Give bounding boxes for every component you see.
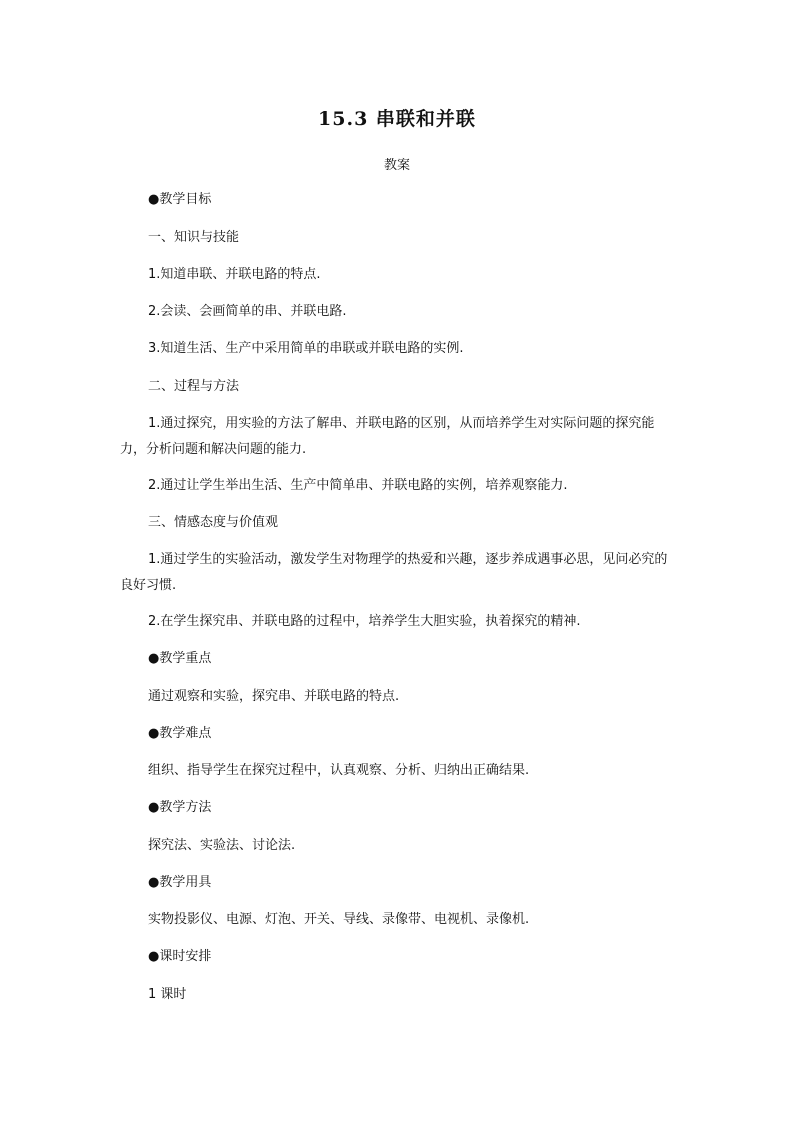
process-item-1-text: 1.通过探究，用实验的方法了解串、并联电路的区别，从而培养学生对实际问题的探究能力，分析问题和解决问题的能力. [120, 416, 655, 457]
knowledge-item-1: 1.知道串联、并联电路的特点. [148, 267, 321, 282]
methods-text: 探究法、实验法、讨论法. [148, 838, 296, 853]
knowledge-item-2: 2.会读、会画简单的串、并联电路. [148, 304, 347, 319]
document-subtitle: 教案 [383, 158, 410, 173]
tools-text: 实物投影仪、电源、灯泡、开关、导线、录像带、电视机、录像机. [148, 912, 530, 927]
process-item-2: 2.通过让学生举出生活、生产中简单串、并联电路的实例，培养观察能力. [148, 478, 568, 493]
difficulties-text: 组织、指导学生在探究过程中，认真观察、分析、归纳出正确结果. [148, 763, 530, 778]
document-title: 15.3 串联和并联 [318, 108, 476, 130]
heading-key-points: ●教学重点 [148, 651, 212, 666]
section-process-method: 二、过程与方法 [148, 379, 240, 394]
heading-objectives: ●教学目标 [148, 192, 212, 207]
attitude-item-2: 2.在学生探究串、并联电路的过程中，培养学生大胆实验，执着探究的精神. [148, 614, 581, 629]
section-knowledge-skills: 一、知识与技能 [148, 230, 240, 245]
knowledge-item-3: 3.知道生活、生产中采用简单的串联或并联电路的实例. [148, 341, 464, 356]
heading-difficulties: ●教学难点 [148, 726, 212, 741]
process-item-1 [120, 411, 676, 463]
section-attitude-values: 三、情感态度与价值观 [148, 515, 279, 530]
heading-methods: ●教学方法 [148, 800, 212, 815]
key-points-text: 通过观察和实验，探究串、并联电路的特点. [148, 689, 400, 704]
schedule-text: 1 课时 [148, 987, 187, 1002]
attitude-item-1-text: 1.通过学生的实验活动，激发学生对物理学的热爱和兴趣，逐步养成遇事必思，见问必究的良好习惯. [120, 552, 668, 593]
heading-schedule: ●课时安排 [148, 949, 212, 964]
attitude-item-1 [120, 547, 676, 599]
heading-tools: ●教学用具 [148, 875, 212, 890]
